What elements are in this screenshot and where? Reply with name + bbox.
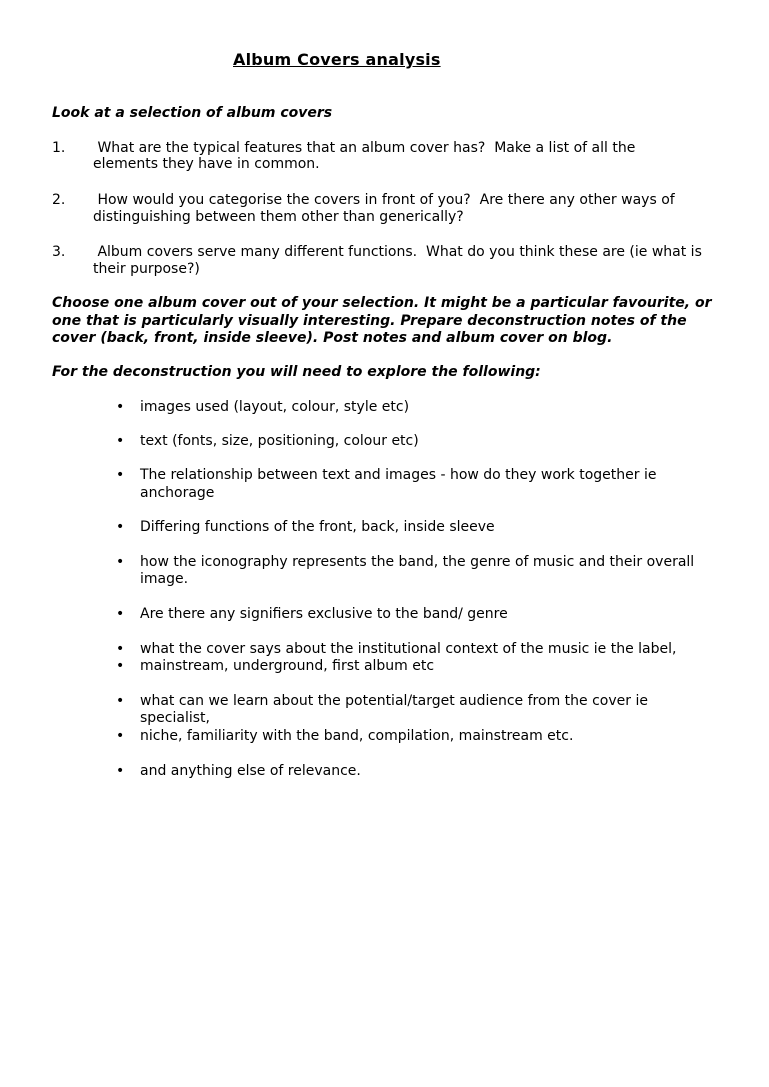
task-line-3: cover (back, front, inside sleeve). Post notes and album cover on blog.	[52, 330, 613, 346]
question-3-line2: their purpose?)	[93, 261, 200, 277]
bullet-item: what the cover says about the institutional context of the music ie the label,	[140, 641, 677, 657]
bullet-item: what can we learn about the potential/target audience from the cover ie	[140, 693, 648, 709]
bullet-marker: •	[116, 433, 125, 449]
bullet-item: and anything else of relevance.	[140, 763, 361, 779]
bullet-item: mainstream, underground, first album etc	[140, 658, 435, 674]
bullet-item: text (fonts, size, positioning, colour etc)	[140, 433, 419, 449]
bullet-item: Differing functions of the front, back, inside sleeve	[140, 519, 495, 535]
bullet-item: how the iconography represents the band, the genre of music and their overall	[140, 554, 695, 570]
document-title: Album Covers analysis	[233, 50, 441, 69]
bullet-marker: •	[116, 519, 125, 535]
bullet-marker: •	[116, 554, 125, 570]
question-3-number: 3.	[52, 244, 66, 260]
intro-text: Look at a selection of album covers	[52, 105, 333, 121]
question-2-line1: How would you categorise the covers in front of you? Are there any other ways of	[93, 192, 675, 208]
task-line-2: one that is particularly visually interesting. Prepare deconstruction notes of the	[52, 313, 687, 329]
question-2-number: 2.	[52, 192, 66, 208]
task-line-1: Choose one album cover out of your selection. It might be a particular favourite, or	[52, 295, 712, 311]
bullet-marker: •	[116, 728, 125, 744]
bullet-item: images used (layout, colour, style etc)	[140, 399, 410, 415]
bullet-item-continuation: anchorage	[140, 485, 215, 501]
bullet-marker: •	[116, 467, 125, 483]
bullet-item: Are there any signifiers exclusive to the band/ genre	[140, 606, 508, 622]
bullet-item-continuation: image.	[140, 571, 189, 587]
bullet-marker: •	[116, 693, 125, 709]
bullet-marker: •	[116, 641, 125, 657]
bullet-marker: •	[116, 763, 125, 779]
question-2-line2: distinguishing between them other than generically?	[93, 209, 464, 225]
deconstruction-heading: For the deconstruction you will need to explore the following:	[52, 364, 541, 380]
bullet-marker: •	[116, 606, 125, 622]
bullet-marker: •	[116, 658, 125, 674]
bullet-item: The relationship between text and images - how do they work together ie	[140, 467, 657, 483]
bullet-marker: •	[116, 399, 125, 415]
bullet-item-continuation: specialist,	[140, 710, 210, 726]
question-1-number: 1.	[52, 140, 66, 156]
question-1-line1: What are the typical features that an album cover has? Make a list of all the	[93, 140, 636, 156]
question-3-line1: Album covers serve many different functions. What do you think these are (ie what is	[93, 244, 702, 260]
question-1-line2: elements they have in common.	[93, 156, 320, 172]
bullet-item: niche, familiarity with the band, compilation, mainstream etc.	[140, 728, 574, 744]
